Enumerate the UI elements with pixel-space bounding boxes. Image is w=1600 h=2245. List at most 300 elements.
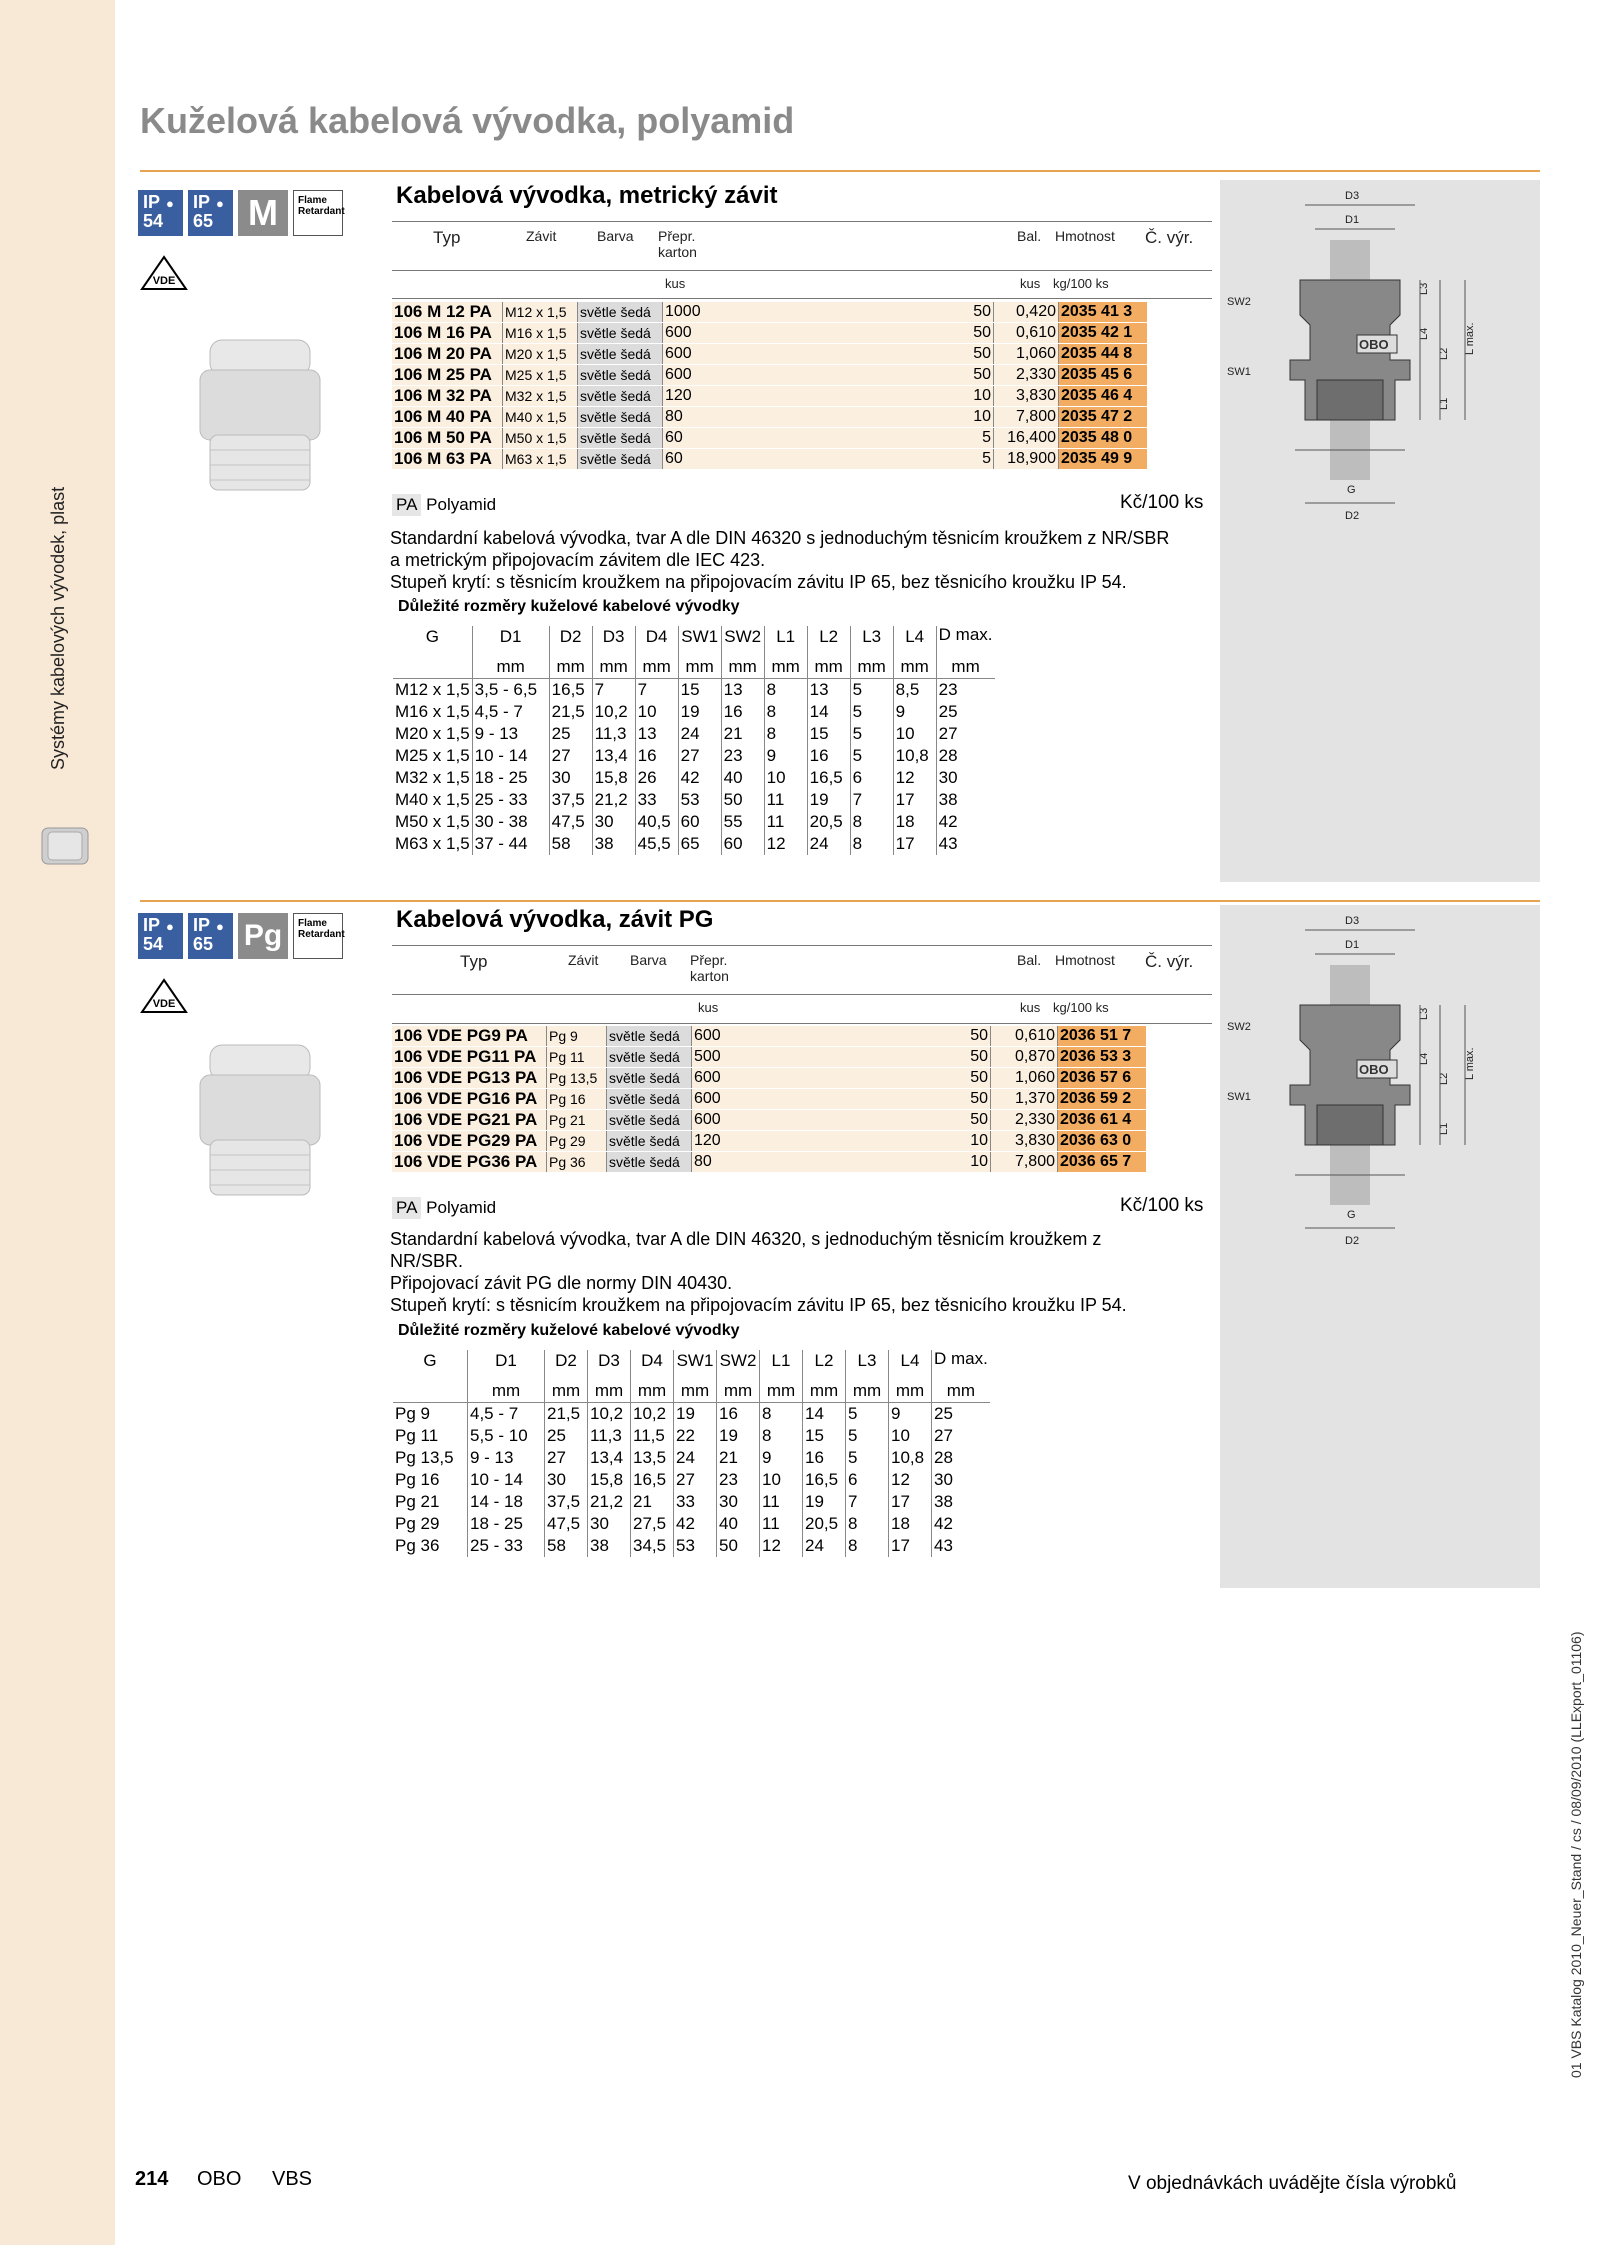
dim-cell: 7: [846, 1491, 889, 1513]
color-cell: světle šedá: [607, 1026, 692, 1047]
dim-cell: 42: [936, 811, 994, 833]
dim-cell: 37 - 44: [472, 833, 549, 855]
dim-cell: 6: [846, 1469, 889, 1491]
dim-cell: 23: [721, 745, 764, 767]
ip65-badge: IP 65 ●: [188, 190, 233, 236]
vde-mark-icon: [140, 978, 188, 1014]
thread-cell: M50 x 1,5: [503, 428, 578, 449]
dim-cell: 30: [936, 767, 994, 789]
pack-cell: 50: [786, 1068, 991, 1089]
color-cell: světle šedá: [607, 1089, 692, 1110]
dim-cell: 21: [721, 723, 764, 745]
dim-header: L1: [760, 1350, 803, 1372]
col-barva: Barva: [597, 228, 634, 244]
dim-cell: 27: [549, 745, 592, 767]
product-row: [392, 1110, 1146, 1131]
color-cell: světle šedá: [607, 1068, 692, 1089]
type-cell: 106 M 25 PA: [392, 365, 503, 386]
product-row: [392, 449, 1147, 470]
color-cell: světle šedá: [578, 407, 663, 428]
dim-cell: 8: [760, 1403, 803, 1426]
badge-row-2: [138, 913, 343, 959]
col-typ: Typ: [433, 228, 461, 247]
color-cell: světle šedá: [607, 1152, 692, 1173]
color-cell: světle šedá: [578, 428, 663, 449]
dim-cell: 10,8: [893, 745, 936, 767]
type-cell: 106 VDE PG9 PA: [392, 1026, 547, 1047]
dim-cell: 15: [803, 1425, 846, 1447]
flame-retardant-icon: Flame Retardant: [293, 190, 343, 236]
dim-row: [393, 833, 995, 855]
dim-cell: 25 - 33: [472, 789, 549, 811]
sidebar: [0, 0, 115, 2245]
dim-cell: 5: [846, 1403, 889, 1426]
product-row: [392, 302, 1147, 323]
dim-cell: 16: [717, 1403, 760, 1426]
dim-cell: Pg 13,5: [395, 1448, 454, 1467]
section-divider: [140, 900, 1540, 902]
weight-cell: 3,830: [994, 386, 1059, 407]
product-row: [392, 365, 1147, 386]
svg-text:D3: D3: [1345, 190, 1360, 202]
dim-cell: 8: [764, 701, 807, 723]
carton-cell: 500: [692, 1047, 787, 1068]
weight-cell: 7,800: [994, 407, 1059, 428]
dim-cell: 10,2: [631, 1403, 674, 1426]
dim-cell: 11: [764, 789, 807, 811]
article-number-cell: 2035 47 2: [1059, 407, 1148, 428]
svg-text:SW2: SW2: [1227, 1021, 1251, 1033]
dim-cell: 8: [850, 833, 893, 855]
dim-header-row: [393, 1350, 990, 1372]
dim-cell: 16,5: [803, 1469, 846, 1491]
weight-cell: 2,330: [994, 365, 1059, 386]
carton-cell: 80: [692, 1152, 787, 1173]
carton-cell: 600: [692, 1068, 787, 1089]
unit-bal: kus: [1020, 1000, 1041, 1015]
dim-cell: 33: [674, 1491, 717, 1513]
dim-cell: Pg 11: [395, 1426, 439, 1445]
dim-header: D4: [635, 626, 678, 648]
dim-cell: 33: [635, 789, 678, 811]
material-row: [392, 1197, 496, 1219]
dim-cell: 10,8: [889, 1447, 932, 1469]
dim-cell: 14: [807, 701, 850, 723]
dim-unit: mm: [803, 1372, 846, 1403]
pack-cell: 50: [786, 1047, 991, 1068]
water-drop-icon: ●: [166, 196, 174, 211]
dim-unit: mm: [592, 648, 635, 679]
dim-header: D max.: [936, 626, 994, 648]
svg-text:D1: D1: [1345, 939, 1360, 951]
dim-header: D1: [468, 1350, 545, 1372]
thread-cell: Pg 29: [547, 1131, 607, 1152]
product-table: [392, 302, 1147, 470]
thread-cell: M63 x 1,5: [503, 449, 578, 470]
color-cell: světle šedá: [578, 449, 663, 470]
dim-cell: Pg 29: [395, 1514, 440, 1533]
dim-unit: mm: [893, 648, 936, 679]
price-unit: Kč/100 ks: [1120, 492, 1204, 513]
carton-cell: 120: [663, 386, 768, 407]
svg-text:D1: D1: [1345, 214, 1360, 226]
dim-unit: mm: [588, 1372, 631, 1403]
footer-series: VBS: [272, 2168, 313, 2190]
dim-cell: 5: [846, 1447, 889, 1469]
dim-cell: 28: [932, 1447, 990, 1469]
article-number-cell: 2036 53 3: [1058, 1047, 1147, 1068]
col-zavit: Závit: [526, 228, 557, 244]
dim-cell: 53: [678, 789, 721, 811]
svg-text:L1: L1: [1438, 397, 1450, 410]
dim-cell: 16: [635, 745, 678, 767]
ip65-badge: IP 65 ●: [188, 913, 233, 959]
dim-cell: 10: [760, 1469, 803, 1491]
svg-text:L4: L4: [1418, 1052, 1430, 1065]
dim-cell: 21: [631, 1491, 674, 1513]
dim-cell: 50: [717, 1535, 760, 1557]
dim-cell: 16: [803, 1447, 846, 1469]
dim-cell: 4,5 - 7: [472, 701, 549, 723]
dim-cell: 5: [846, 1425, 889, 1447]
col-bal: Bal.: [1017, 228, 1042, 244]
material-label: Polyamid: [426, 1198, 497, 1217]
product-row: [392, 1089, 1146, 1110]
dim-cell: 55: [721, 811, 764, 833]
water-drop-icon: ●: [216, 196, 224, 211]
description: Standardní kabelová vývodka, tvar A dle DIN 46320 s jednoduchým těsnicím kroužkem z NR/SBR a metrickým připojovacím závitem dle IEC 423. Stupeň krytí: s těsnicím kroužkem na připojovacím závitu IP 65, bez těsnicího kroužku IP 54.: [390, 528, 1170, 592]
dim-cell: Pg 21: [395, 1492, 440, 1511]
dim-cell: 19: [807, 789, 850, 811]
dim-cell: 9: [760, 1447, 803, 1469]
dim-cell: 24: [807, 833, 850, 855]
type-cell: 106 VDE PG13 PA: [392, 1068, 547, 1089]
color-cell: světle šedá: [607, 1047, 692, 1068]
dim-unit: mm: [717, 1372, 760, 1403]
dim-cell: 12: [889, 1469, 932, 1491]
dim-cell: 13,4: [592, 745, 635, 767]
dim-cell: 20,5: [807, 811, 850, 833]
dim-unit: mm: [846, 1372, 889, 1403]
type-cell: 106 VDE PG11 PA: [392, 1047, 547, 1068]
dim-cell: 26: [635, 767, 678, 789]
ip54-badge: IP 54 ●: [138, 190, 183, 236]
dim-cell: 43: [932, 1535, 990, 1557]
dim-header: SW2: [717, 1350, 760, 1372]
carton-cell: 60: [663, 449, 768, 470]
unit-hmotnost: kg/100 ks: [1053, 1000, 1109, 1015]
dim-header: L1: [764, 626, 807, 648]
dim-cell: 13: [721, 679, 764, 702]
dim-cell: 7: [592, 679, 635, 702]
weight-cell: 1,060: [994, 344, 1059, 365]
dimensions-title: Důležité rozměry kuželové kabelové vývodky: [398, 598, 740, 615]
dim-cell: 37,5: [545, 1491, 588, 1513]
footer-note: V objednávkách uvádějte čísla výrobků: [1128, 2173, 1457, 2194]
weight-cell: 0,610: [994, 323, 1059, 344]
dim-cell: M63 x 1,5: [395, 834, 470, 853]
col-karton: karton: [658, 244, 697, 260]
dim-cell: 47,5: [549, 811, 592, 833]
type-cell: 106 VDE PG29 PA: [392, 1131, 547, 1152]
dim-cell: 34,5: [631, 1535, 674, 1557]
weight-cell: 18,900: [994, 449, 1059, 470]
dim-unit: mm: [674, 1372, 717, 1403]
dim-cell: 17: [889, 1535, 932, 1557]
dim-unit: mm: [721, 648, 764, 679]
product-row: [392, 323, 1147, 344]
pack-cell: 50: [786, 1089, 991, 1110]
product-row: [392, 1068, 1146, 1089]
dim-cell: 19: [717, 1425, 760, 1447]
dim-cell: 58: [545, 1535, 588, 1557]
dim-unit: mm: [760, 1372, 803, 1403]
dim-cell: 40,5: [635, 811, 678, 833]
dim-cell: 27,5: [631, 1513, 674, 1535]
ip54-badge: IP 54 ●: [138, 913, 183, 959]
dim-header: L4: [889, 1350, 932, 1372]
dim-cell: 27: [674, 1469, 717, 1491]
dim-row: [393, 1403, 990, 1426]
type-cell: 106 VDE PG16 PA: [392, 1089, 547, 1110]
dim-cell: 60: [678, 811, 721, 833]
dim-cell: 43: [936, 833, 994, 855]
dim-cell: 14 - 18: [468, 1491, 545, 1513]
section-title: Kabelová vývodka, závit PG: [396, 906, 714, 933]
pack-cell: 10: [786, 1131, 991, 1152]
thread-cell: Pg 16: [547, 1089, 607, 1110]
pack-cell: 50: [767, 323, 994, 344]
pa-label: PA: [392, 494, 421, 516]
pack-cell: 5: [767, 428, 994, 449]
dim-header: G: [425, 627, 439, 646]
svg-text:D2: D2: [1345, 510, 1360, 522]
carton-cell: 600: [692, 1110, 787, 1131]
dim-cell: 58: [549, 833, 592, 855]
dim-cell: 30: [549, 767, 592, 789]
dim-cell: 10 - 14: [472, 745, 549, 767]
dim-cell: 9: [764, 745, 807, 767]
water-drop-icon: ●: [216, 919, 224, 934]
dim-header: L2: [807, 626, 850, 648]
dim-cell: 30: [717, 1491, 760, 1513]
weight-cell: 0,610: [991, 1026, 1058, 1047]
dim-unit-row: [393, 648, 995, 679]
dim-row: [393, 789, 995, 811]
carton-cell: 600: [663, 323, 768, 344]
dim-cell: 5,5 - 10: [468, 1425, 545, 1447]
unit-hmotnost: kg/100 ks: [1053, 276, 1109, 291]
dim-cell: 60: [721, 833, 764, 855]
product-table: [392, 1026, 1146, 1173]
article-number-cell: 2036 65 7: [1058, 1152, 1147, 1173]
dim-cell: 11: [760, 1513, 803, 1535]
unit-kus: kus: [698, 1000, 719, 1015]
dim-cell: 11: [764, 811, 807, 833]
unit-bal: kus: [1020, 276, 1041, 291]
dimensions-table: [393, 1350, 990, 1557]
dim-cell: 38: [936, 789, 994, 811]
dim-cell: 3,5 - 6,5: [472, 679, 549, 702]
col-barva: Barva: [630, 952, 667, 968]
weight-cell: 1,060: [991, 1068, 1058, 1089]
dim-cell: 23: [936, 679, 994, 702]
article-number-cell: 2035 42 1: [1059, 323, 1148, 344]
pack-cell: 5: [767, 449, 994, 470]
dim-cell: 19: [678, 701, 721, 723]
dim-header: L3: [846, 1350, 889, 1372]
carton-cell: 80: [663, 407, 768, 428]
dim-cell: 4,5 - 7: [468, 1403, 545, 1426]
svg-text:VDE: VDE: [152, 275, 176, 287]
thread-cell: Pg 11: [547, 1047, 607, 1068]
dim-cell: 7: [635, 679, 678, 702]
dim-cell: 8: [764, 679, 807, 702]
weight-cell: 7,800: [991, 1152, 1058, 1173]
dim-cell: 42: [674, 1513, 717, 1535]
dim-cell: 8: [846, 1535, 889, 1557]
dim-cell: 5: [850, 723, 893, 745]
dimensions-title: Důležité rozměry kuželové kabelové vývodky: [398, 1322, 740, 1339]
pack-cell: 50: [767, 365, 994, 386]
dim-cell: 50: [721, 789, 764, 811]
dim-row: [393, 811, 995, 833]
material-row: [392, 494, 496, 516]
dim-cell: M12 x 1,5: [395, 680, 470, 699]
dim-cell: 19: [674, 1403, 717, 1426]
dim-header: SW1: [674, 1350, 717, 1372]
dim-cell: Pg 36: [395, 1536, 440, 1555]
svg-text:L4: L4: [1418, 327, 1430, 340]
dim-cell: M50 x 1,5: [395, 812, 470, 831]
dim-cell: 9: [893, 701, 936, 723]
dim-unit: mm: [472, 648, 549, 679]
pack-cell: 50: [786, 1110, 991, 1131]
dim-cell: 40: [717, 1513, 760, 1535]
footer-brand: OBO: [197, 2168, 242, 2190]
dim-unit: [393, 648, 472, 679]
dim-cell: 38: [592, 833, 635, 855]
dim-cell: 18 - 25: [468, 1513, 545, 1535]
thread-cell: M25 x 1,5: [503, 365, 578, 386]
dim-header: L4: [893, 626, 936, 648]
dim-cell: 15,8: [588, 1469, 631, 1491]
color-cell: světle šedá: [607, 1110, 692, 1131]
color-cell: světle šedá: [578, 386, 663, 407]
thread-cell: M40 x 1,5: [503, 407, 578, 428]
page-title: Kuželová kabelová vývodka, polyamid: [140, 100, 795, 141]
dim-cell: 25: [932, 1403, 990, 1426]
dim-cell: 5: [850, 679, 893, 702]
dim-cell: 10,2: [592, 701, 635, 723]
thread-cell: Pg 13,5: [547, 1068, 607, 1089]
weight-cell: 0,420: [994, 302, 1059, 323]
dim-cell: 12: [760, 1535, 803, 1557]
pack-cell: 10: [786, 1152, 991, 1173]
pack-cell: 50: [767, 344, 994, 365]
pack-cell: 10: [767, 386, 994, 407]
article-number-cell: 2036 51 7: [1058, 1026, 1147, 1047]
col-bal: Bal.: [1017, 952, 1042, 968]
dim-row: [393, 1447, 990, 1469]
type-cell: 106 M 50 PA: [392, 428, 503, 449]
dim-header: D2: [545, 1350, 588, 1372]
dim-cell: 16,5: [631, 1469, 674, 1491]
dim-cell: 8: [850, 811, 893, 833]
dim-cell: 15,8: [592, 767, 635, 789]
dim-cell: 37,5: [549, 789, 592, 811]
carton-cell: 600: [692, 1026, 787, 1047]
dim-cell: 38: [932, 1491, 990, 1513]
dim-header: SW2: [721, 626, 764, 648]
dim-cell: 25: [549, 723, 592, 745]
pack-cell: 50: [786, 1026, 991, 1047]
catalog-reference: 01 VBS Katalog 2010_Neuer_Stand / cs / 08/09/2010 (LLExport_01106): [1568, 1631, 1584, 2078]
dim-header: L2: [803, 1350, 846, 1372]
dim-cell: 22: [674, 1425, 717, 1447]
col-typ: Typ: [460, 952, 488, 971]
thread-cell: Pg 9: [547, 1026, 607, 1047]
type-cell: 106 M 32 PA: [392, 386, 503, 407]
svg-text:L3: L3: [1418, 1007, 1430, 1020]
article-number-cell: 2035 41 3: [1059, 302, 1148, 323]
dim-cell: 10 - 14: [468, 1469, 545, 1491]
dim-cell: 6: [850, 767, 893, 789]
badge-row: [138, 190, 343, 236]
weight-cell: 16,400: [994, 428, 1059, 449]
carton-cell: 60: [663, 428, 768, 449]
dim-cell: 13: [807, 679, 850, 702]
dim-cell: 17: [893, 833, 936, 855]
svg-text:OBO: OBO: [1359, 1062, 1389, 1077]
dim-cell: 9 - 13: [472, 723, 549, 745]
dim-header: D3: [592, 626, 635, 648]
dim-cell: 16,5: [549, 679, 592, 702]
dim-unit: mm: [850, 648, 893, 679]
price-unit: Kč/100 ks: [1120, 1195, 1204, 1216]
svg-text:VDE: VDE: [152, 998, 176, 1010]
dim-row: [393, 767, 995, 789]
description: Standardní kabelová vývodka, tvar A dle DIN 46320, s jednoduchým těsnicím kroužkem z NR/SBR. Připojovací závit PG dle normy DIN 40430. Stupeň krytí: s těsnicím kroužkem na připojovacím závitu IP 65, bez těsnicího kroužku IP 54.: [390, 1229, 1127, 1315]
carton-cell: 600: [663, 365, 768, 386]
carton-cell: 120: [692, 1131, 787, 1152]
weight-cell: 2,330: [991, 1110, 1058, 1131]
product-row: [392, 1047, 1146, 1068]
article-number-cell: 2035 48 0: [1059, 428, 1148, 449]
thread-type-badge: Pg: [238, 913, 288, 959]
product-row: [392, 344, 1147, 365]
dim-cell: 65: [678, 833, 721, 855]
thread-cell: M32 x 1,5: [503, 386, 578, 407]
dim-cell: 10,2: [588, 1403, 631, 1426]
dim-row: [393, 1425, 990, 1447]
dim-cell: 30: [592, 811, 635, 833]
dim-cell: 8: [760, 1425, 803, 1447]
dim-cell: 9 - 13: [468, 1447, 545, 1469]
dim-cell: 24: [674, 1447, 717, 1469]
technical-drawing: [1225, 910, 1535, 1260]
article-number-cell: 2035 46 4: [1059, 386, 1148, 407]
dim-row: [393, 723, 995, 745]
product-row: [392, 407, 1147, 428]
thread-cell: M16 x 1,5: [503, 323, 578, 344]
svg-text:SW2: SW2: [1227, 296, 1251, 308]
dim-cell: 45,5: [635, 833, 678, 855]
material-label: Polyamid: [426, 495, 497, 514]
section-title: Kabelová vývodka, metrický závit: [396, 182, 778, 209]
dim-row: [393, 701, 995, 723]
dim-header: D3: [588, 1350, 631, 1372]
